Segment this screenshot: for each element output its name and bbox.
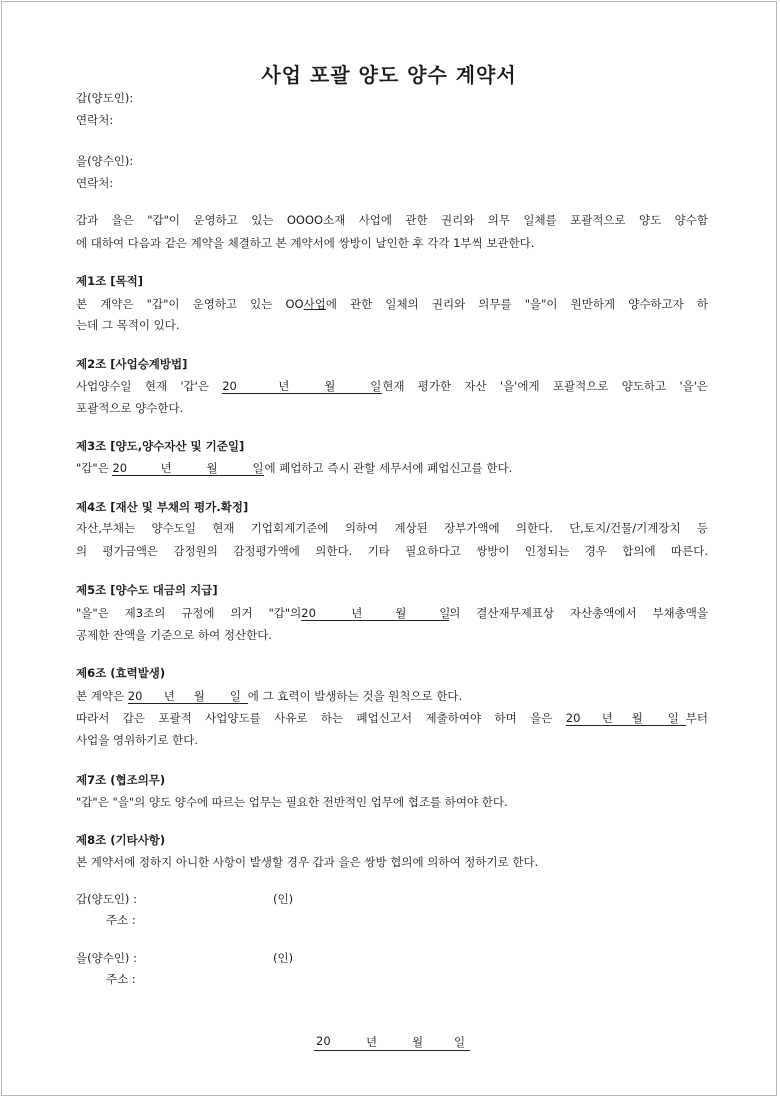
- art4-heading: 제4조 [재산 및 부채의 평가.확정]: [76, 500, 249, 514]
- party-b-contact: 연락처:: [76, 176, 114, 190]
- art5-line-1: "을"은 제3조의 규정에 의거 "갑"의20 년 월 일의 결산재무제표상 자산총액에서 부채총액을: [76, 606, 708, 620]
- sign-a-address: 주소 :: [106, 913, 136, 927]
- document-title: 사업 포괄 양도 양수 계약서: [261, 63, 517, 87]
- art2-line-2: 포괄적으로 양수한다.: [76, 401, 184, 415]
- art6-heading: 제6조 (효력발생): [76, 666, 166, 680]
- art4-line-1: 자산,부채는 양수도일 현재 기업회계기준에 의하여 계상된 장부가액에 의한다. 단,토지/건물/기계장치 등: [76, 521, 708, 535]
- contract-date-year: 년: [366, 1035, 378, 1049]
- art8-line-1: 본 계약서에 정하지 아니한 사항이 발생할 경우 갑과 을은 쌍방 협의에 의하여 정하기로 한다.: [76, 855, 539, 869]
- art5-heading: 제5조 [양수도 대금의 지급]: [76, 583, 218, 597]
- sign-b-label: 을(양수인) :: [76, 951, 137, 965]
- sign-b-address: 주소 :: [106, 972, 136, 986]
- art6-line-3: 사업을 영위하기로 한다.: [76, 733, 199, 747]
- art7-heading: 제7조 (협조의무): [76, 773, 166, 787]
- art6-line-1: 본 계약은 20 년 월 일 에 그 효력이 발생하는 것을 원칙으로 한다.: [76, 689, 463, 703]
- art2-heading: 제2조 [사업승계방법]: [76, 357, 188, 371]
- art1-heading: 제1조 [목적]: [76, 274, 143, 288]
- art6-date-blank-1: 20 년 월 일: [128, 689, 248, 704]
- art2-line-1: 사업양수일 현재 '갑'은 20 년 월 일현재 평가한 자산 '을'에게 포괄적으로 양도하고 '을'은: [76, 379, 708, 393]
- sign-a-seal: (인): [273, 892, 294, 906]
- art3-date-blank: 20 년 월 일: [112, 461, 264, 475]
- intro-line-1: 갑과 을은 "갑"이 운영하고 있는 OOOO소재 사업에 관한 권리와 의무 일체를 포괄적으로 양도 양수함: [76, 213, 708, 227]
- art4-line-2: 의 평가금액은 감정원의 감정평가액에 의한다. 기타 필요하다고 쌍방이 인정되는 경우 합의에 따른다.: [76, 544, 708, 558]
- art3-heading: 제3조 [양도,양수자산 및 기준일]: [76, 439, 245, 453]
- party-a-contact: 연락처:: [76, 113, 114, 127]
- art8-heading: 제8조 (기타사항): [76, 833, 166, 847]
- art2-date-blank: 20 년 월 일: [222, 379, 382, 393]
- sign-b-seal: (인): [273, 951, 294, 965]
- party-b-label: 을(양수인):: [76, 154, 134, 168]
- contract-date: [314, 1034, 470, 1051]
- contract-date-yy: 20: [316, 1034, 331, 1048]
- art6-date-blank-2: 20 년 월 일: [566, 711, 686, 726]
- art7-line-1: "갑"은 "을"의 양도 양수에 따르는 업무는 필요한 전반적인 업무에 협조를 하여야 한다.: [76, 795, 508, 809]
- party-a-label: 갑(양도인):: [76, 91, 134, 105]
- art5-date-blank: 20 년 월 일: [301, 606, 451, 620]
- art3-line-1: "갑"은 20 년 월 일에 폐업하고 즉시 관할 세무서에 폐업신고를 한다.: [76, 461, 513, 475]
- art1-business-name: 사업: [303, 297, 326, 311]
- art1-line-1: 본 계약은 "갑"이 운영하고 있는 OO사업에 관한 일체의 권리와 의무를 "을"이 원만하게 양수하고자 하: [76, 297, 708, 311]
- document-page: [1, 1, 777, 1096]
- sign-a-label: 갑(양도인) :: [76, 892, 137, 906]
- art1-line-2: 는데 그 목적이 있다.: [76, 318, 180, 332]
- contract-date-month: 월: [412, 1035, 424, 1049]
- art5-line-2: 공제한 잔액을 기준으로 하여 정산한다.: [76, 628, 273, 642]
- art6-line-2: 따라서 갑은 포괄적 사업양도를 사유로 하는 폐업신고서 제출하여야 하며 을은 20 년 월 일 부터: [76, 711, 709, 725]
- intro-line-2: 에 대하여 다음과 같은 계약을 체결하고 본 계약서에 쌍방이 날인한 후 각각 1부씩 보관한다.: [76, 236, 535, 250]
- contract-date-day: 일: [454, 1035, 466, 1049]
